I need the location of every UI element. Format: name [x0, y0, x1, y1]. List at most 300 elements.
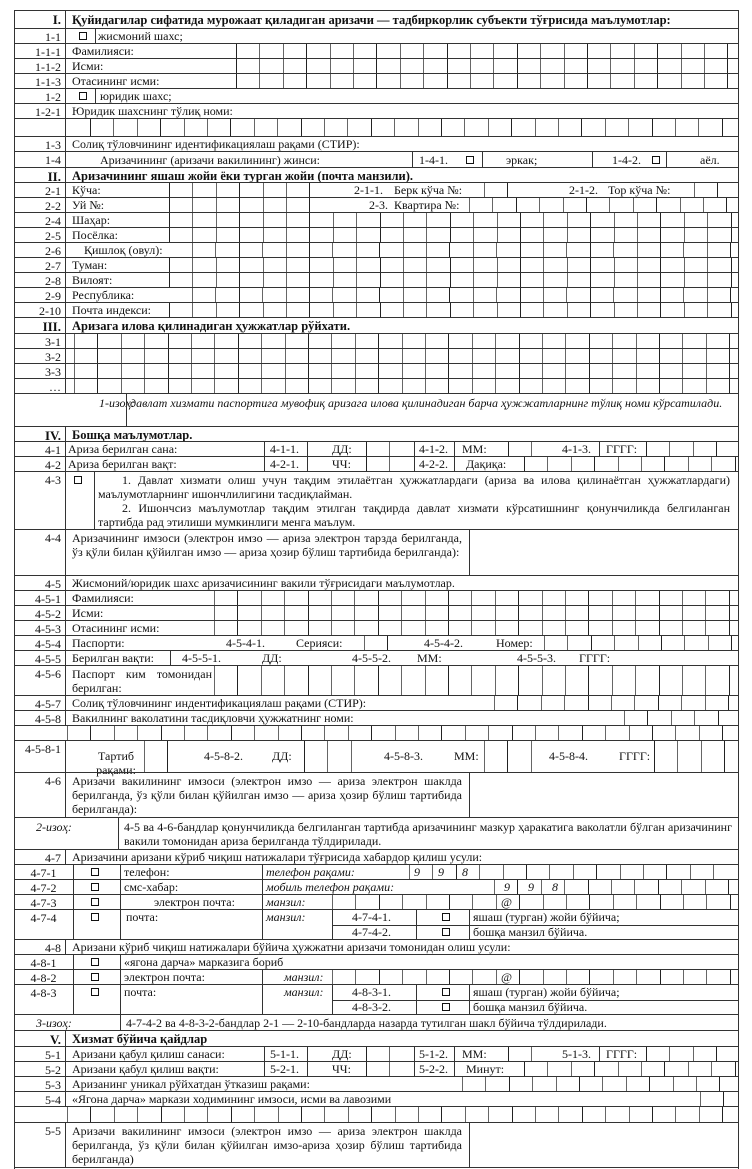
- char-input-cell[interactable]: [590, 288, 613, 302]
- char-input-cell[interactable]: [684, 636, 707, 650]
- char-input-cell[interactable]: [169, 258, 192, 272]
- char-input-cell[interactable]: [518, 621, 541, 635]
- document-name-cell[interactable]: [636, 334, 659, 348]
- char-input-cell[interactable]: [192, 183, 215, 197]
- char-input-cell[interactable]: [688, 1062, 711, 1076]
- char-input-cell[interactable]: [473, 243, 496, 257]
- char-input-cell[interactable]: [394, 119, 417, 136]
- char-input-cell[interactable]: [565, 621, 588, 635]
- char-input-cell[interactable]: [637, 258, 660, 272]
- char-input-cell[interactable]: [426, 213, 449, 227]
- char-input-cell[interactable]: [347, 119, 370, 136]
- char-input-cell[interactable]: [426, 288, 449, 302]
- char-input-cell[interactable]: [169, 198, 192, 212]
- document-name-cell[interactable]: [659, 349, 682, 363]
- phone-digit-cell[interactable]: [658, 880, 681, 894]
- char-input-cell[interactable]: [729, 591, 752, 605]
- document-name-cell[interactable]: [261, 349, 284, 363]
- char-input-cell[interactable]: [144, 741, 167, 772]
- char-input-cell[interactable]: [330, 44, 353, 58]
- char-input-cell[interactable]: [401, 591, 424, 605]
- document-name-cell[interactable]: [261, 334, 284, 348]
- char-input-cell[interactable]: [216, 183, 239, 197]
- char-input-cell[interactable]: [284, 621, 307, 635]
- char-input-cell[interactable]: [543, 303, 566, 317]
- char-input-cell[interactable]: [286, 213, 309, 227]
- char-input-cell[interactable]: [699, 726, 722, 740]
- other-address-checkbox[interactable]: [442, 1003, 450, 1011]
- phone-digit-cell[interactable]: [541, 880, 564, 894]
- char-input-cell[interactable]: [423, 74, 446, 88]
- char-input-cell[interactable]: [366, 457, 389, 471]
- char-input-cell[interactable]: [493, 59, 516, 73]
- char-input-cell[interactable]: [543, 273, 566, 287]
- phone-digit-cell[interactable]: [588, 880, 611, 894]
- char-input-cell[interactable]: [471, 621, 494, 635]
- document-name-cell[interactable]: [542, 379, 565, 393]
- document-name-cell[interactable]: [565, 334, 588, 348]
- char-input-cell[interactable]: [167, 741, 190, 772]
- char-input-cell[interactable]: [348, 1107, 371, 1122]
- char-input-cell[interactable]: [380, 228, 403, 242]
- email-char-cell[interactable]: [613, 970, 636, 984]
- char-input-cell[interactable]: [605, 1107, 628, 1122]
- char-input-cell[interactable]: [448, 666, 471, 695]
- document-name-cell[interactable]: [355, 334, 378, 348]
- char-input-cell[interactable]: [571, 457, 594, 471]
- char-input-cell[interactable]: [669, 442, 692, 456]
- char-input-cell[interactable]: [261, 591, 284, 605]
- char-input-cell[interactable]: [594, 457, 617, 471]
- char-input-cell[interactable]: [729, 606, 752, 620]
- char-input-cell[interactable]: [542, 621, 565, 635]
- char-input-cell[interactable]: [353, 74, 376, 88]
- char-input-cell[interactable]: [237, 606, 260, 620]
- char-input-cell[interactable]: [473, 228, 496, 242]
- document-name-cell[interactable]: [682, 364, 705, 378]
- document-name-cell[interactable]: [214, 364, 237, 378]
- char-input-cell[interactable]: [400, 74, 423, 88]
- document-name-cell[interactable]: [659, 379, 682, 393]
- document-name-cell[interactable]: [74, 364, 97, 378]
- char-input-cell[interactable]: [450, 273, 473, 287]
- document-name-cell[interactable]: [589, 364, 612, 378]
- char-input-cell[interactable]: [473, 273, 496, 287]
- char-input-cell[interactable]: [286, 183, 309, 197]
- char-input-cell[interactable]: [540, 44, 563, 58]
- char-input-cell[interactable]: [704, 74, 727, 88]
- char-input-cell[interactable]: [214, 621, 237, 635]
- char-input-cell[interactable]: [495, 591, 518, 605]
- char-input-cell[interactable]: [207, 726, 230, 740]
- char-input-cell[interactable]: [637, 213, 660, 227]
- char-input-cell[interactable]: [637, 288, 660, 302]
- char-input-cell[interactable]: [470, 44, 493, 58]
- char-input-cell[interactable]: [67, 1107, 90, 1122]
- char-input-cell[interactable]: [169, 183, 192, 197]
- document-name-cell[interactable]: [729, 349, 752, 363]
- char-input-cell[interactable]: [708, 636, 731, 650]
- char-input-cell[interactable]: [508, 442, 531, 456]
- char-input-cell[interactable]: [722, 726, 745, 740]
- char-input-cell[interactable]: [380, 213, 403, 227]
- char-input-cell[interactable]: [448, 606, 471, 620]
- document-name-cell[interactable]: [285, 349, 308, 363]
- char-input-cell[interactable]: [656, 198, 679, 212]
- document-name-cell[interactable]: [74, 349, 97, 363]
- char-input-cell[interactable]: [286, 303, 309, 317]
- char-input-cell[interactable]: [90, 726, 113, 740]
- char-input-cell[interactable]: [540, 59, 563, 73]
- char-input-cell[interactable]: [309, 243, 332, 257]
- char-input-cell[interactable]: [727, 74, 750, 88]
- char-input-cell[interactable]: [207, 119, 230, 136]
- char-input-cell[interactable]: [610, 74, 633, 88]
- email-char-cell[interactable]: [402, 895, 425, 909]
- document-name-cell[interactable]: [214, 349, 237, 363]
- char-input-cell[interactable]: [309, 183, 332, 197]
- char-input-cell[interactable]: [516, 198, 539, 212]
- char-input-cell[interactable]: [614, 636, 637, 650]
- char-input-cell[interactable]: [192, 273, 215, 287]
- char-input-cell[interactable]: [704, 59, 727, 73]
- char-input-cell[interactable]: [327, 741, 350, 772]
- document-name-cell[interactable]: [144, 364, 167, 378]
- char-input-cell[interactable]: [628, 119, 651, 136]
- char-input-cell[interactable]: [535, 726, 558, 740]
- char-input-cell[interactable]: [728, 696, 751, 710]
- char-input-cell[interactable]: [333, 228, 356, 242]
- char-input-cell[interactable]: [590, 228, 613, 242]
- char-input-cell[interactable]: [520, 273, 543, 287]
- char-input-cell[interactable]: [331, 666, 354, 695]
- char-input-cell[interactable]: [543, 228, 566, 242]
- char-input-cell[interactable]: [403, 258, 426, 272]
- document-name-cell[interactable]: [191, 334, 214, 348]
- char-input-cell[interactable]: [263, 228, 286, 242]
- char-input-cell[interactable]: [216, 213, 239, 227]
- char-input-cell[interactable]: [403, 213, 426, 227]
- document-name-cell[interactable]: [214, 334, 237, 348]
- char-input-cell[interactable]: [425, 591, 448, 605]
- char-input-cell[interactable]: [263, 198, 286, 212]
- char-input-cell[interactable]: [356, 258, 379, 272]
- char-input-cell[interactable]: [520, 303, 543, 317]
- char-input-cell[interactable]: [493, 44, 516, 58]
- char-input-cell[interactable]: [497, 258, 520, 272]
- char-input-cell[interactable]: [660, 273, 683, 287]
- char-input-cell[interactable]: [333, 303, 356, 317]
- char-input-cell[interactable]: [284, 666, 307, 695]
- char-input-cell[interactable]: [259, 74, 282, 88]
- document-name-cell[interactable]: [121, 349, 144, 363]
- char-input-cell[interactable]: [284, 606, 307, 620]
- char-input-cell[interactable]: [356, 273, 379, 287]
- char-input-cell[interactable]: [566, 243, 589, 257]
- individual-checkbox[interactable]: [79, 32, 87, 40]
- char-input-cell[interactable]: [660, 228, 683, 242]
- char-input-cell[interactable]: [646, 1047, 669, 1061]
- char-input-cell[interactable]: [675, 726, 698, 740]
- char-input-cell[interactable]: [169, 228, 192, 242]
- char-input-cell[interactable]: [563, 198, 586, 212]
- email-char-cell[interactable]: [402, 970, 425, 984]
- char-input-cell[interactable]: [588, 621, 611, 635]
- char-input-cell[interactable]: [448, 591, 471, 605]
- char-input-cell[interactable]: [547, 457, 570, 471]
- char-input-cell[interactable]: [675, 1107, 698, 1122]
- document-name-cell[interactable]: [565, 349, 588, 363]
- document-name-cell[interactable]: [472, 379, 495, 393]
- email-char-cell[interactable]: [706, 970, 729, 984]
- representative-signature-field[interactable]: [469, 773, 740, 817]
- char-input-cell[interactable]: [332, 288, 355, 302]
- residence-address-checkbox[interactable]: [442, 913, 450, 921]
- document-name-cell[interactable]: [425, 334, 448, 348]
- char-input-cell[interactable]: [462, 1077, 485, 1091]
- char-input-cell[interactable]: [395, 726, 418, 740]
- char-input-cell[interactable]: [520, 243, 543, 257]
- char-input-cell[interactable]: [614, 303, 637, 317]
- char-input-cell[interactable]: [605, 726, 628, 740]
- char-input-cell[interactable]: [673, 1077, 696, 1091]
- char-input-cell[interactable]: [660, 288, 683, 302]
- char-input-cell[interactable]: [283, 59, 306, 73]
- email-char-cell[interactable]: [566, 895, 589, 909]
- phone-digit-cell[interactable]: [690, 865, 713, 879]
- char-input-cell[interactable]: [705, 666, 728, 695]
- char-input-cell[interactable]: [306, 44, 329, 58]
- char-input-cell[interactable]: [719, 1077, 742, 1091]
- char-input-cell[interactable]: [495, 606, 518, 620]
- char-input-cell[interactable]: [230, 119, 253, 136]
- char-input-cell[interactable]: [306, 74, 329, 88]
- char-input-cell[interactable]: [380, 258, 403, 272]
- char-input-cell[interactable]: [425, 621, 448, 635]
- char-input-cell[interactable]: [90, 1107, 113, 1122]
- char-input-cell[interactable]: [682, 621, 705, 635]
- document-name-cell[interactable]: [74, 334, 97, 348]
- char-input-cell[interactable]: [470, 74, 493, 88]
- char-input-cell[interactable]: [582, 726, 605, 740]
- document-name-cell[interactable]: [378, 364, 401, 378]
- char-input-cell[interactable]: [448, 621, 471, 635]
- char-input-cell[interactable]: [520, 288, 543, 302]
- char-input-cell[interactable]: [403, 273, 426, 287]
- char-input-cell[interactable]: [707, 273, 730, 287]
- char-input-cell[interactable]: [378, 591, 401, 605]
- char-input-cell[interactable]: [356, 213, 379, 227]
- char-input-cell[interactable]: [512, 1107, 535, 1122]
- char-input-cell[interactable]: [114, 726, 137, 740]
- char-input-cell[interactable]: [664, 457, 687, 471]
- document-name-cell[interactable]: [402, 364, 425, 378]
- char-input-cell[interactable]: [400, 44, 423, 58]
- char-input-cell[interactable]: [540, 74, 563, 88]
- char-input-cell[interactable]: [376, 44, 399, 58]
- document-name-cell[interactable]: [589, 334, 612, 348]
- document-name-cell[interactable]: [97, 364, 120, 378]
- char-input-cell[interactable]: [659, 621, 682, 635]
- char-input-cell[interactable]: [567, 213, 590, 227]
- residence-address-checkbox[interactable]: [442, 988, 450, 996]
- char-input-cell[interactable]: [707, 288, 730, 302]
- document-name-cell[interactable]: [402, 334, 425, 348]
- email-char-cell[interactable]: [660, 895, 683, 909]
- char-input-cell[interactable]: [470, 59, 493, 73]
- char-input-cell[interactable]: [330, 59, 353, 73]
- phone-digit-cell[interactable]: [634, 880, 657, 894]
- char-input-cell[interactable]: [730, 243, 752, 257]
- document-name-cell[interactable]: [308, 379, 331, 393]
- char-input-cell[interactable]: [441, 726, 464, 740]
- char-input-cell[interactable]: [681, 74, 704, 88]
- char-input-cell[interactable]: [707, 213, 730, 227]
- char-input-cell[interactable]: [376, 74, 399, 88]
- char-input-cell[interactable]: [324, 726, 347, 740]
- char-input-cell[interactable]: [90, 119, 113, 136]
- char-input-cell[interactable]: [659, 666, 682, 695]
- char-input-cell[interactable]: [629, 726, 652, 740]
- document-name-cell[interactable]: [495, 334, 518, 348]
- char-input-cell[interactable]: [626, 1077, 649, 1091]
- document-name-cell[interactable]: [238, 349, 261, 363]
- char-input-cell[interactable]: [705, 621, 728, 635]
- char-input-cell[interactable]: [332, 243, 355, 257]
- char-input-cell[interactable]: [309, 198, 332, 212]
- email-char-cell[interactable]: [683, 895, 706, 909]
- char-input-cell[interactable]: [634, 74, 657, 88]
- char-input-cell[interactable]: [333, 258, 356, 272]
- document-name-cell[interactable]: [495, 364, 518, 378]
- char-input-cell[interactable]: [565, 666, 588, 695]
- document-name-cell[interactable]: [589, 379, 612, 393]
- char-input-cell[interactable]: [614, 228, 637, 242]
- char-input-cell[interactable]: [330, 74, 353, 88]
- char-input-cell[interactable]: [254, 1107, 277, 1122]
- char-input-cell[interactable]: [647, 711, 670, 725]
- char-input-cell[interactable]: [588, 666, 611, 695]
- char-input-cell[interactable]: [261, 666, 284, 695]
- char-input-cell[interactable]: [518, 666, 541, 695]
- email-char-cell[interactable]: [613, 895, 636, 909]
- char-input-cell[interactable]: [237, 621, 260, 635]
- document-name-cell[interactable]: [495, 349, 518, 363]
- document-name-cell[interactable]: [519, 349, 542, 363]
- char-input-cell[interactable]: [657, 59, 680, 73]
- char-input-cell[interactable]: [531, 442, 554, 456]
- char-input-cell[interactable]: [541, 696, 564, 710]
- char-input-cell[interactable]: [629, 1107, 652, 1122]
- char-input-cell[interactable]: [652, 726, 675, 740]
- female-checkbox[interactable]: [652, 156, 660, 164]
- document-name-cell[interactable]: [168, 334, 191, 348]
- char-input-cell[interactable]: [635, 606, 658, 620]
- char-input-cell[interactable]: [727, 59, 750, 73]
- char-input-cell[interactable]: [306, 59, 329, 73]
- char-input-cell[interactable]: [586, 198, 609, 212]
- char-input-cell[interactable]: [426, 258, 449, 272]
- email-char-cell[interactable]: [543, 970, 566, 984]
- char-input-cell[interactable]: [214, 606, 237, 620]
- char-input-cell[interactable]: [664, 1062, 687, 1076]
- document-name-cell[interactable]: [378, 349, 401, 363]
- char-input-cell[interactable]: [590, 258, 613, 272]
- char-input-cell[interactable]: [261, 606, 284, 620]
- char-input-cell[interactable]: [401, 621, 424, 635]
- char-input-cell[interactable]: [301, 726, 324, 740]
- char-input-cell[interactable]: [564, 44, 587, 58]
- char-input-cell[interactable]: [654, 741, 677, 772]
- char-input-cell[interactable]: [333, 213, 356, 227]
- char-input-cell[interactable]: [418, 119, 441, 136]
- char-input-cell[interactable]: [353, 44, 376, 58]
- char-input-cell[interactable]: [567, 303, 590, 317]
- char-input-cell[interactable]: [354, 606, 377, 620]
- char-input-cell[interactable]: [309, 303, 332, 317]
- char-input-cell[interactable]: [192, 228, 215, 242]
- char-input-cell[interactable]: [612, 621, 635, 635]
- char-input-cell[interactable]: [635, 666, 658, 695]
- char-input-cell[interactable]: [488, 726, 511, 740]
- char-input-cell[interactable]: [239, 183, 262, 197]
- char-input-cell[interactable]: [403, 288, 426, 302]
- char-input-cell[interactable]: [192, 213, 215, 227]
- char-input-cell[interactable]: [675, 119, 698, 136]
- char-input-cell[interactable]: [684, 228, 707, 242]
- row-4-8-2-checkbox[interactable]: [91, 973, 99, 981]
- char-input-cell[interactable]: [609, 198, 632, 212]
- document-name-cell[interactable]: [542, 334, 565, 348]
- char-input-cell[interactable]: [517, 74, 540, 88]
- char-input-cell[interactable]: [237, 666, 260, 695]
- char-input-cell[interactable]: [701, 741, 724, 772]
- document-name-cell[interactable]: [519, 379, 542, 393]
- document-name-cell[interactable]: [331, 379, 354, 393]
- char-input-cell[interactable]: [379, 243, 402, 257]
- char-input-cell[interactable]: [426, 243, 449, 257]
- document-name-cell[interactable]: [425, 379, 448, 393]
- char-input-cell[interactable]: [724, 741, 747, 772]
- document-name-cell[interactable]: [402, 349, 425, 363]
- phone-digit-cell[interactable]: [479, 865, 502, 879]
- email-char-cell[interactable]: [449, 895, 472, 909]
- char-input-cell[interactable]: [682, 666, 705, 695]
- char-input-cell[interactable]: [441, 1107, 464, 1122]
- email-char-cell[interactable]: [660, 970, 683, 984]
- char-input-cell[interactable]: [308, 666, 331, 695]
- char-input-cell[interactable]: [565, 591, 588, 605]
- char-input-cell[interactable]: [160, 119, 183, 136]
- char-input-cell[interactable]: [723, 1092, 746, 1106]
- char-input-cell[interactable]: [286, 198, 309, 212]
- document-name-cell[interactable]: [285, 379, 308, 393]
- char-input-cell[interactable]: [497, 213, 520, 227]
- char-input-cell[interactable]: [401, 606, 424, 620]
- char-input-cell[interactable]: [418, 1107, 441, 1122]
- document-name-cell[interactable]: [682, 349, 705, 363]
- document-name-cell[interactable]: [97, 379, 120, 393]
- char-input-cell[interactable]: [379, 288, 402, 302]
- phone-digit-cell[interactable]: [705, 880, 728, 894]
- document-name-cell[interactable]: [331, 334, 354, 348]
- char-input-cell[interactable]: [161, 1107, 184, 1122]
- char-input-cell[interactable]: [618, 457, 641, 471]
- char-input-cell[interactable]: [566, 288, 589, 302]
- char-input-cell[interactable]: [495, 666, 518, 695]
- document-name-cell[interactable]: [472, 364, 495, 378]
- char-input-cell[interactable]: [400, 59, 423, 73]
